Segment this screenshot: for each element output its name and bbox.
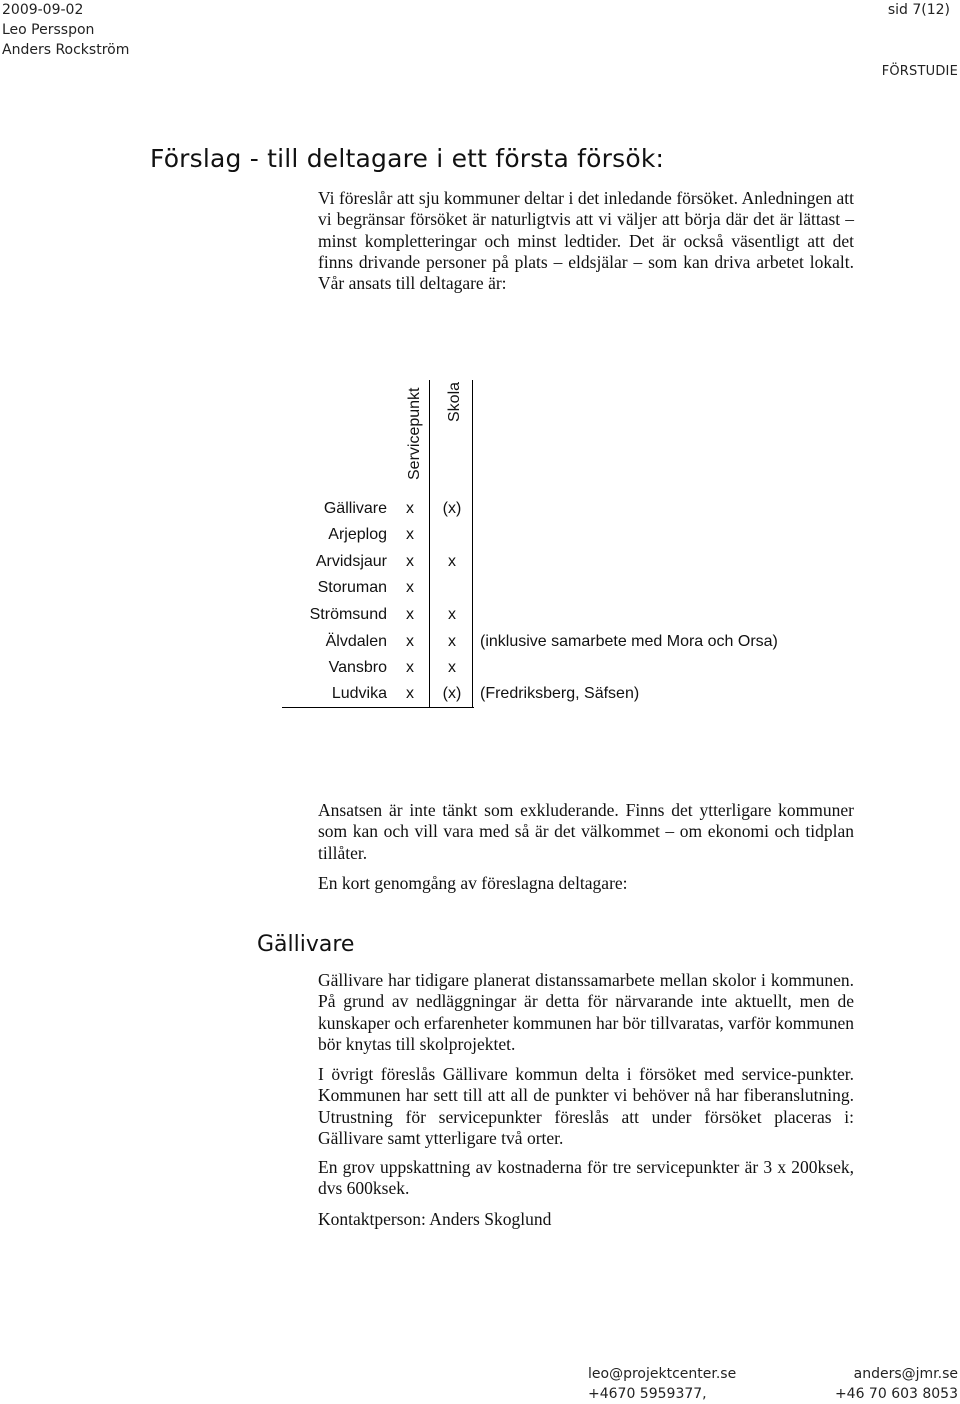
overview-paragraph: En kort genomgång av föreslagna deltagare:	[318, 873, 628, 893]
skola-cell: (x)	[442, 500, 462, 517]
servicepunkt-cell: x	[406, 685, 414, 702]
header-page-number: sid 7(12)	[887, 2, 950, 18]
section-heading: Förslag - till deltagare i ett första försök:	[150, 144, 665, 173]
footer-phone-2: +46 70 603 8053	[834, 1386, 958, 1402]
gallivare-paragraph-3: En grov uppskattning av kostnaderna för tre servicepunkter är 3 x 200ksek, dvs 600ksek.	[318, 1157, 854, 1199]
municipality-name: Arvidsjaur	[315, 553, 387, 570]
footer-email-1[interactable]: leo@projektcenter.se	[588, 1366, 737, 1382]
gallivare-paragraph-1: Gällivare har tidigare planerat distanssamarbete mellan skolor i kommunen. På grund av nedläggningar är detta för närvarande inte aktuellt, men de kunskaper och erfarenheter kommunen har bör tillvaratas, varför kommunen bör knytas till skolprojektet.	[318, 970, 854, 1054]
skola-cell: x	[448, 553, 456, 570]
row-note: (Fredriksberg, Säfsen)	[480, 685, 640, 702]
gallivare-contact: Kontaktperson: Anders Skoglund	[318, 1209, 552, 1229]
table-row	[282, 496, 802, 522]
skola-cell: (x)	[442, 685, 462, 702]
row-note: (inklusive samarbete med Mora och Orsa)	[480, 633, 778, 650]
footer-email-2[interactable]: anders@jmr.se	[853, 1366, 958, 1382]
skola-cell: x	[448, 659, 456, 676]
header-author-1: Leo Persspon	[2, 22, 95, 38]
header-date: 2009-09-02	[2, 2, 84, 18]
gallivare-paragraph-2: I övrigt föreslås Gällivare kommun delta i försöket med service-punkter. Kommunen har sett till att all de punkter vi behöver nå har fiberanslutning. Utrustning för servicepunkter föreslås att under försöket placeras i: Gällivare samt ytterligare två orter.	[318, 1064, 854, 1148]
table-row	[282, 629, 802, 655]
table-row	[282, 549, 802, 575]
servicepunkt-cell: x	[406, 553, 414, 570]
skola-cell: x	[448, 633, 456, 650]
municipality-name: Arjeplog	[328, 526, 387, 543]
header-document-label: FÖRSTUDIE	[881, 64, 958, 79]
footer-phone-1: +4670 5959377,	[588, 1386, 707, 1402]
servicepunkt-cell: x	[406, 526, 414, 543]
servicepunkt-cell: x	[406, 633, 414, 650]
participant-table	[282, 380, 802, 710]
table-row	[282, 681, 802, 707]
table-row	[282, 655, 802, 681]
servicepunkt-cell: x	[406, 500, 414, 517]
municipality-name: Gällivare	[323, 500, 387, 517]
intro-paragraph: Vi föreslår att sju kommuner deltar i det inledande försöket. Anledningen att vi begränsar försöket är naturligtvis att vi väljer att börja där det är lättast – minst kompletteringar och minst ledtider. Det är också väsentligt att det finns drivande personer på plats – eldsjälar – som kan driva arbetet lokalt. Vår ansats till deltagare är:	[318, 188, 854, 294]
exclusive-paragraph: Ansatsen är inte tänkt som exkluderande. Finns det ytterligare kommuner som kan och vill vara med så är det välkommet – om ekonomi och tidplan tillåter.	[318, 800, 854, 863]
table-row	[282, 602, 802, 628]
header-author-2: Anders Rockström	[2, 42, 130, 58]
column-header-servicepunkt: Servicepunkt	[406, 387, 423, 480]
servicepunkt-cell: x	[406, 606, 414, 623]
skola-cell: x	[448, 606, 456, 623]
municipality-name: Ludvika	[331, 685, 387, 702]
servicepunkt-cell: x	[406, 659, 414, 676]
table-row	[282, 575, 802, 601]
municipality-name: Storuman	[317, 579, 387, 596]
municipality-name: Strömsund	[309, 606, 387, 623]
municipality-name: Älvdalen	[325, 633, 387, 650]
column-header-skola: Skola	[446, 381, 463, 422]
municipality-name: Vansbro	[328, 659, 387, 676]
gallivare-heading: Gällivare	[257, 932, 355, 957]
table-bottom-rule	[282, 707, 474, 708]
table-row	[282, 522, 802, 548]
servicepunkt-cell: x	[406, 579, 414, 596]
